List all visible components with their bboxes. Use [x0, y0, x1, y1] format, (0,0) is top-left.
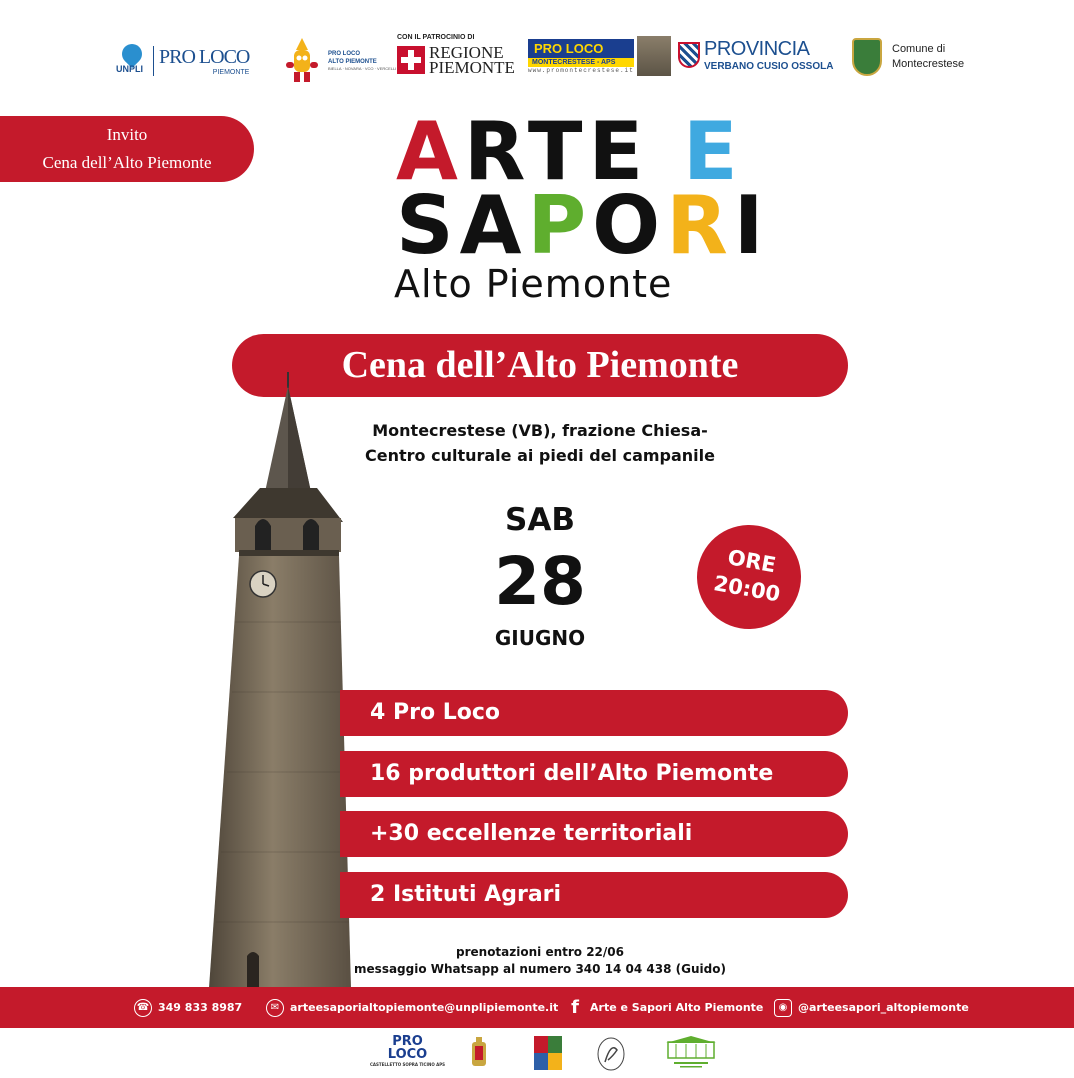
feature-item: 4 Pro Loco	[340, 690, 848, 736]
comune-crest-icon	[852, 38, 882, 76]
instagram-icon: ◉	[774, 999, 792, 1017]
feature-item: 16 produttori dell’Alto Piemonte	[340, 751, 848, 797]
event-weekday: SAB	[505, 502, 575, 538]
comune-montecrestese-logo: Comune di Montecrestese	[852, 38, 964, 76]
mascot-icon	[282, 36, 322, 84]
title-row-1: ARTE E	[396, 105, 744, 198]
event-location: Montecrestese (VB), frazione Chiesa- Centro culturale ai piedi del campanile	[365, 421, 715, 465]
title-row-2: SAPORI	[396, 179, 770, 272]
event-name-banner: Cena dell’Alto Piemonte	[232, 334, 848, 397]
cross-flag-icon	[397, 46, 425, 74]
event-month: GIUGNO	[494, 626, 586, 650]
contact-phone[interactable]: ☎ 349 833 8987	[134, 987, 242, 1028]
bell-tower-image	[205, 372, 355, 988]
invite-badge: Invito Cena dell’Alto Piemonte	[0, 116, 254, 182]
crest-icon	[470, 1036, 488, 1072]
provincia-vco-logo: PROVINCIA VERBANO CUSIO OSSOLA	[678, 38, 833, 72]
coat-of-arms-icon	[534, 1036, 562, 1070]
provincia-shield-icon	[678, 42, 700, 68]
proloco-alto-piemonte-logo: PRO LOCO ALTO PIEMONTE BIELLA · NOVARA · VCO · VERCELLI	[282, 36, 396, 84]
contact-footer	[0, 987, 1074, 1028]
event-day: 28	[494, 543, 586, 620]
title-subtitle: Alto Piemonte	[394, 262, 673, 306]
regione-piemonte-logo: CON IL PATROCINIO DI REGIONE PIEMONTE	[397, 34, 515, 77]
tower-photo-icon	[637, 36, 671, 76]
facebook-icon: f	[571, 997, 579, 1018]
proloco-montecrestese-logo: PRO LOCO MONTECRESTESE - APS www.promontecrestese.it	[528, 36, 671, 76]
feature-item: +30 eccellenze territoriali	[340, 811, 848, 857]
contact-instagram[interactable]: ◉ @arteesapori_altopiemonte	[774, 987, 969, 1028]
contact-facebook[interactable]: f Arte e Sapori Alto Piemonte	[566, 987, 763, 1028]
feature-item: 2 Istituti Agrari	[340, 872, 848, 918]
seal-icon	[596, 1036, 626, 1072]
unpli-drop-icon: UNPLI	[116, 44, 148, 78]
event-time-badge: ORE 20:00	[689, 517, 809, 637]
booking-info: prenotazioni entro 22/06 messaggio Whatsapp al numero 340 14 04 438 (Guido)	[354, 945, 726, 976]
phone-icon: ☎	[134, 999, 152, 1017]
contact-email[interactable]: ✉ arteesaporialtopiemonte@unplipiemonte.it	[266, 987, 558, 1028]
istituto-agrario-icon	[660, 1036, 722, 1070]
proloco-castelletto-logo: PRO LOCO CASTELLETTO SOPRA TICINO APS	[370, 1034, 446, 1067]
mail-icon: ✉	[266, 999, 284, 1017]
unpli-proloco-piemonte-logo: UNPLI PRO LOCO PIEMONTE	[116, 44, 249, 78]
